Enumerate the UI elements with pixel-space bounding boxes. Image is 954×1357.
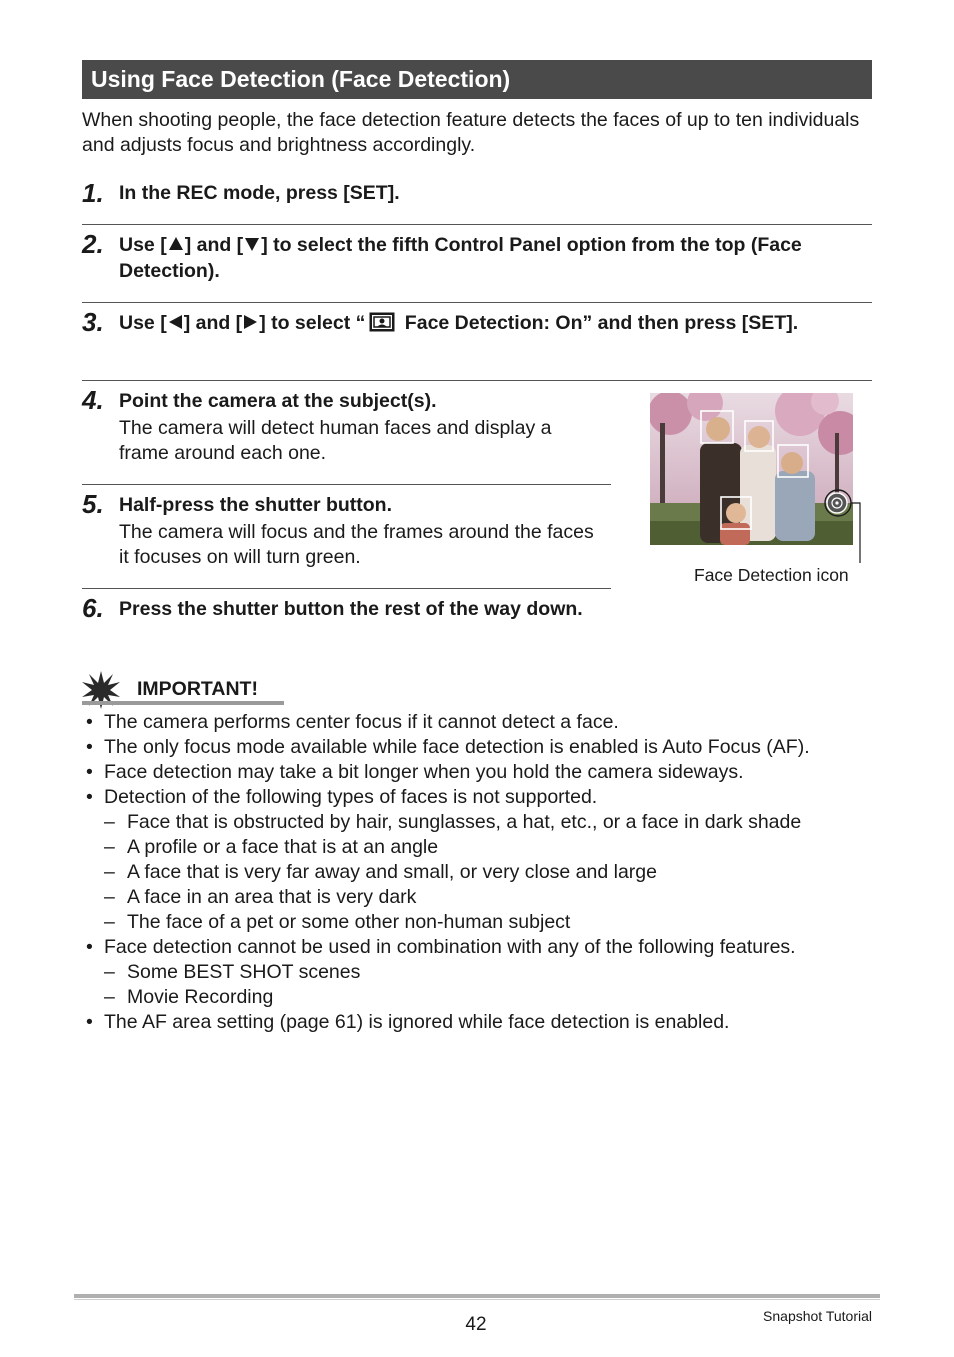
- list-item: • Face detection may take a bit longer when you hold the camera sideways.: [86, 761, 744, 783]
- step-4-text: Point the camera at the subject(s).: [119, 390, 437, 412]
- step-5-number: 5.: [82, 489, 104, 519]
- list-item: • The only focus mode available while face detection is enabled is Auto Focus (AF).: [86, 736, 810, 758]
- sub-list-item: – A face that is very far away and small, or very close and large: [104, 861, 657, 883]
- step-2-text: [119, 232, 859, 284]
- step-3-part: Use [: [119, 312, 167, 334]
- list-item-text: Some BEST SHOT scenes: [127, 961, 361, 983]
- footer-rule: [74, 1294, 880, 1298]
- sub-list-item: – The face of a pet or some other non-human subject: [104, 911, 571, 933]
- footer-section-title: Snapshot Tutorial: [763, 1308, 872, 1324]
- divider: [82, 224, 872, 225]
- important-underline: [82, 701, 284, 705]
- sub-list-item: – A face in an area that is very dark: [104, 886, 417, 908]
- icon-callout: [820, 485, 870, 565]
- step-1-number: 1.: [82, 178, 104, 208]
- step-2-number: 2.: [82, 229, 104, 259]
- list-item: • Detection of the following types of faces is not supported.: [86, 786, 598, 808]
- down-arrow-icon: [245, 238, 259, 251]
- sub-list-item: – Movie Recording: [104, 986, 274, 1008]
- page-number: 42: [465, 1314, 487, 1335]
- step-1-text: In the REC mode, press [SET].: [119, 182, 400, 204]
- step-3-part: ] and [: [183, 312, 243, 334]
- footer-rule: [74, 1299, 880, 1300]
- step-2-part: ] to select the fifth Control Panel option from the top (Face Detection).: [119, 234, 802, 282]
- step-5-text: Half-press the shutter button.: [119, 494, 393, 516]
- divider: [82, 302, 872, 303]
- sub-list-item: – A profile or a face that is at an angle: [104, 836, 439, 858]
- list-item-text: Movie Recording: [127, 986, 274, 1008]
- list-item-text: Face detection cannot be used in combination with any of the following features.: [104, 936, 796, 958]
- sub-list-item: – Some BEST SHOT scenes: [104, 961, 361, 983]
- list-item-text: The camera performs center focus if it cannot detect a face.: [104, 711, 619, 733]
- step-4-number: 4.: [82, 385, 104, 415]
- important-list: [86, 710, 886, 1035]
- left-arrow-icon: [169, 315, 182, 329]
- face-detection-icon: [369, 312, 395, 332]
- important-label: IMPORTANT!: [137, 678, 258, 700]
- up-arrow-icon: [169, 237, 183, 250]
- right-arrow-icon: [244, 315, 257, 329]
- list-item-text: Face that is obstructed by hair, sunglasses, a hat, etc., or a face in dark shade: [127, 811, 802, 833]
- step-4-description: The camera will detect human faces and display a frame around each one.: [119, 417, 552, 464]
- divider: [82, 588, 611, 589]
- step-2-part: ] and [: [184, 234, 244, 256]
- list-item: • The camera performs center focus if it cannot detect a face.: [86, 711, 619, 733]
- list-item-text: The face of a pet or some other non-human subject: [127, 911, 571, 933]
- section-title: Using Face Detection (Face Detection): [82, 60, 872, 99]
- step-3-part: Face Detection: On” and then press [SET].: [399, 312, 799, 334]
- divider: [82, 380, 872, 381]
- list-item-text: The AF area setting (page 61) is ignored while face detection is enabled.: [104, 1011, 730, 1033]
- step-6-number: 6.: [82, 593, 104, 623]
- list-item: • The AF area setting (page 61) is ignored while face detection is enabled.: [86, 1011, 730, 1033]
- step-3-text: [119, 310, 859, 336]
- divider: [82, 484, 611, 485]
- step-2-part: Use [: [119, 234, 167, 256]
- step-3-part: ] to select “: [259, 312, 366, 334]
- intro-paragraph: When shooting people, the face detection feature detects the faces of up to ten individuals and adjusts focus and brightness accordingly.: [82, 109, 860, 156]
- list-item-text: The only focus mode available while face detection is enabled is Auto Focus (AF).: [104, 736, 810, 758]
- step-6-text: Press the shutter button the rest of the way down.: [119, 598, 583, 620]
- list-item-text: Detection of the following types of faces is not supported.: [104, 786, 598, 808]
- list-item-text: A face in an area that is very dark: [127, 886, 417, 908]
- sub-list-item: – Face that is obstructed by hair, sunglasses, a hat, etc., or a face in dark shade: [104, 811, 802, 833]
- step-5-description: The camera will focus and the frames around the faces it focuses on will turn green.: [119, 521, 594, 568]
- list-item: • Face detection cannot be used in combination with any of the following features.: [86, 936, 796, 958]
- step-3-number: 3.: [82, 307, 104, 337]
- list-item-text: A face that is very far away and small, or very close and large: [127, 861, 657, 883]
- list-item-text: A profile or a face that is at an angle: [127, 836, 439, 858]
- figure-caption: Face Detection icon: [694, 565, 849, 585]
- list-item-text: Face detection may take a bit longer when you hold the camera sideways.: [104, 761, 744, 783]
